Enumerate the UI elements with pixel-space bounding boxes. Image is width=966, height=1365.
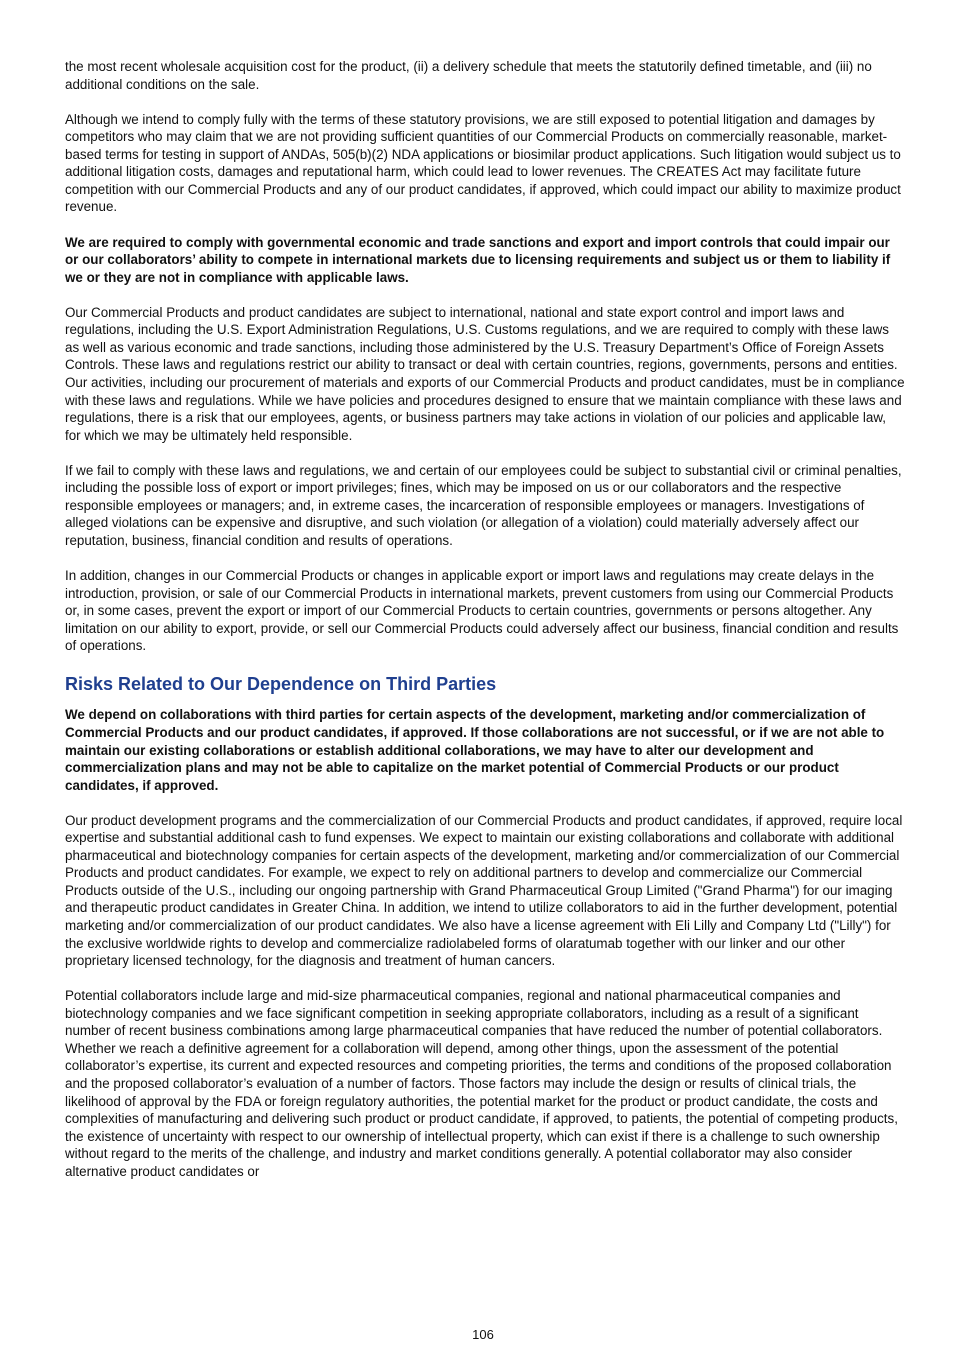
paragraph-regulation-changes: In addition, changes in our Commercial Products or changes in applicable export or import laws and regulations may create delays in the introduction, provision, or sale of our Commercial Products in international markets, prevent customers from using our Commercial Products or, in some cases, prevent the export or import of our Commercial Products to certain countries, governments or persons altogether. Any limitation on our ability to export, provide, or sell our Commercial Products could adversely affect our business, financial condition and results of operations.: [65, 568, 899, 654]
risk-factor-heading-sanctions: We are required to comply with governmental economic and trade sanctions and export and import controls that could impair our or our collaborators’ ability to compete in international markets due to licensing requirements and subject us or them to liability if we or they are not in compliance with applicable laws.: [65, 234, 891, 285]
risk-factor-heading-collaborations: We depend on collaborations with third parties for certain aspects of the development, marketing and/or commercialization of Commercial Products and our product candidates, if approved. If those collaborations are not successful, or if we are not able to maintain our existing collaborations or establish additional collaborations, we may have to alter our development and commercialization plans and may not be able to capitalize on the market potential of Commercial Products or our product candidates, if approved.: [65, 707, 885, 793]
document-page: [65, 58, 905, 1198]
paragraph-continuation: the most recent wholesale acquisition cost for the product, (ii) a delivery schedule that meets the statutorily defined timetable, and (iii) no additional conditions on the sale.: [65, 59, 872, 92]
paragraph-litigation-exposure: Although we intend to comply fully with the terms of these statutory provisions, we are still exposed to potential litigation and damages by competitors who may claim that we are not providing sufficient quantities of our Commercial Products on commercially reasonable, market-based terms for testing in support of ANDAs, 505(b)(2) NDA applications or biosimilar product applications. Such litigation would subject us to additional litigation costs, damages and reputational harm, which could lead to lower revenues. The CREATES Act may facilitate future competition with our Commercial Products and any of our product candidates, if approved, which could impact our ability to maximize product revenue.: [65, 111, 901, 215]
paragraph-potential-collaborators: Potential collaborators include large and mid-size pharmaceutical companies, regional and national pharmaceutical companies and biotechnology companies and we face significant competition in seeking appropriate collaborators, including as a result of a significant number of recent business combinations among large pharmaceutical companies that have reduced the number of potential collaborators. Whether we reach a definitive agreement for a collaboration will depend, among other things, upon the assessment of the potential collaborator’s expertise, its current and expected resources and competing priorities, the terms and conditions of the proposed collaboration and the proposed collaborator’s evaluation of a number of factors. Those factors may include the design or results of clinical trials, the likelihood of approval by the FDA or foreign regulatory authorities, the potential market for the product or product candidate, the costs and complexities of manufacturing and delivering such product or product candidate, if approved, to patients, the potential of competing products, the existence of uncertainty with respect to our ownership of intellectual property, which can exist if there is a challenge to such ownership without regard to the merits of the challenge, and industry and market conditions generally. A potential collaborator may also consider alternative product candidates or: [65, 988, 898, 1179]
paragraph-penalties: If we fail to comply with these laws and regulations, we and certain of our employees could be subject to substantial civil or criminal penalties, including the possible loss of export or import privileges; fines, which may be imposed on us or our collaborators and the respective responsible employees or managers; and, in extreme cases, the incarceration of responsible employees or managers. Investigations of alleged violations can be expensive and disruptive, and such violation (or allegation of a violation) could materially adversely affect our reputation, business, financial condition and results of operations.: [65, 462, 902, 548]
section-heading: Risks Related to Our Dependence on Third Parties: [65, 674, 497, 695]
page-number: 106: [472, 1327, 494, 1342]
paragraph-collaboration-programs: Our product development programs and the commercialization of our Commercial Products and product candidates, if approved, require local expertise and substantial additional cash to fund expenses. We expect to maintain our existing collaborations and collaborate with additional pharmaceutical and biotechnology companies for certain aspects of the development, marketing and/or commercialization of our Commercial Products and product candidates. For example, we expect to rely on additional partners to develop and commercialize our Commercial Products outside of the U.S., including our ongoing partnership with Grand Pharmaceutical Group Limited ("Grand Pharma") for our imaging and therapeutic product candidates in Greater China. In addition, we intend to utilize collaborators to aid in the further development, potential marketing and/or commercialization of our product candidates. We also have a license agreement with Eli Lilly and Company Ltd ("Lilly") for the exclusive worldwide rights to develop and commercialize radiolabeled forms of olaratumab together with our linker and our other proprietary licensed technology, for the diagnosis and treatment of human cancers.: [65, 812, 903, 969]
paragraph-export-controls: Our Commercial Products and product candidates are subject to international, national and state export control and import laws and regulations, including the U.S. Export Administration Regulations, U.S. Customs regulations, and we are required to comply with these laws as well as various economic and trade sanctions, including those administered by the U.S. Treasury Department’s Office of Foreign Assets Controls. These laws and regulations restrict our ability to transact or deal with certain countries, regions, governments, persons and entities. Our activities, including our procurement of materials and exports of our Commercial Products and product candidates, must be in compliance with these laws and regulations. While we have policies and procedures designed to ensure that we maintain compliance with these laws and regulations, there is a risk that our employees, agents, or business partners may take actions in violation of our policies and applicable law, for which we may be ultimately held responsible.: [65, 304, 905, 443]
